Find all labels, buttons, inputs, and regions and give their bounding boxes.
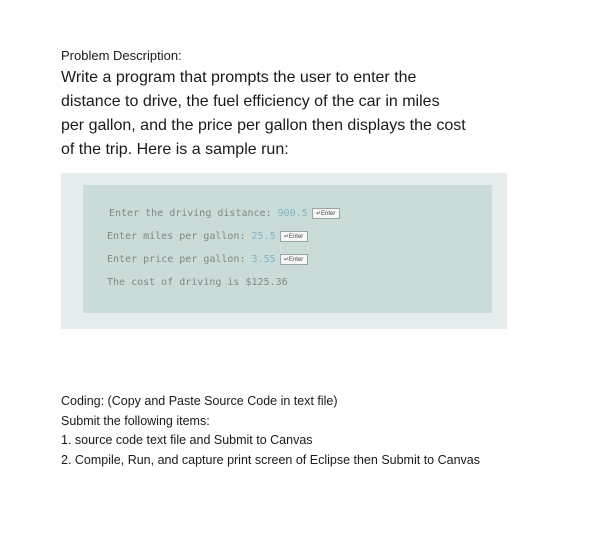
output-text: The cost of driving is $125.36 <box>107 277 288 288</box>
prompt-text: Enter price per gallon: <box>107 254 252 265</box>
sample-run-output <box>107 276 288 290</box>
enter-key-icon: ↵Enter <box>280 254 308 265</box>
user-input-text: 25.5 <box>251 231 276 242</box>
description-line: distance to drive, the fuel efficiency of the car in miles <box>61 93 440 110</box>
user-input-text: 900.5 <box>277 208 308 219</box>
sample-run-image <box>61 173 507 329</box>
coding-instructions <box>61 392 480 470</box>
description-line: Write a program that prompts the user to enter the <box>61 69 417 86</box>
description-line: of the trip. Here is a sample run: <box>61 141 289 158</box>
prompt-text: Enter the driving distance: <box>109 208 278 219</box>
description-line: per gallon, and the price per gallon then displays the cost <box>61 117 466 134</box>
problem-description <box>61 66 501 162</box>
user-input-text: 3.55 <box>251 254 276 265</box>
sample-run-line <box>107 230 308 244</box>
sample-run-line <box>107 253 308 267</box>
problem-heading: Problem Description: <box>61 48 182 63</box>
enter-key-icon: ↵Enter <box>280 231 308 242</box>
sample-run-line <box>109 207 340 221</box>
sample-run-console <box>83 185 492 313</box>
coding-line: Submit the following items: <box>61 413 210 428</box>
coding-line: Coding: (Copy and Paste Source Code in text file) <box>61 394 338 408</box>
enter-key-icon: ↵Enter <box>312 208 340 219</box>
coding-line: 2. Compile, Run, and capture print screen of Eclipse then Submit to Canvas <box>61 452 480 467</box>
coding-line: 1. source code text file and Submit to Canvas <box>61 433 313 447</box>
prompt-text: Enter miles per gallon: <box>107 231 252 242</box>
